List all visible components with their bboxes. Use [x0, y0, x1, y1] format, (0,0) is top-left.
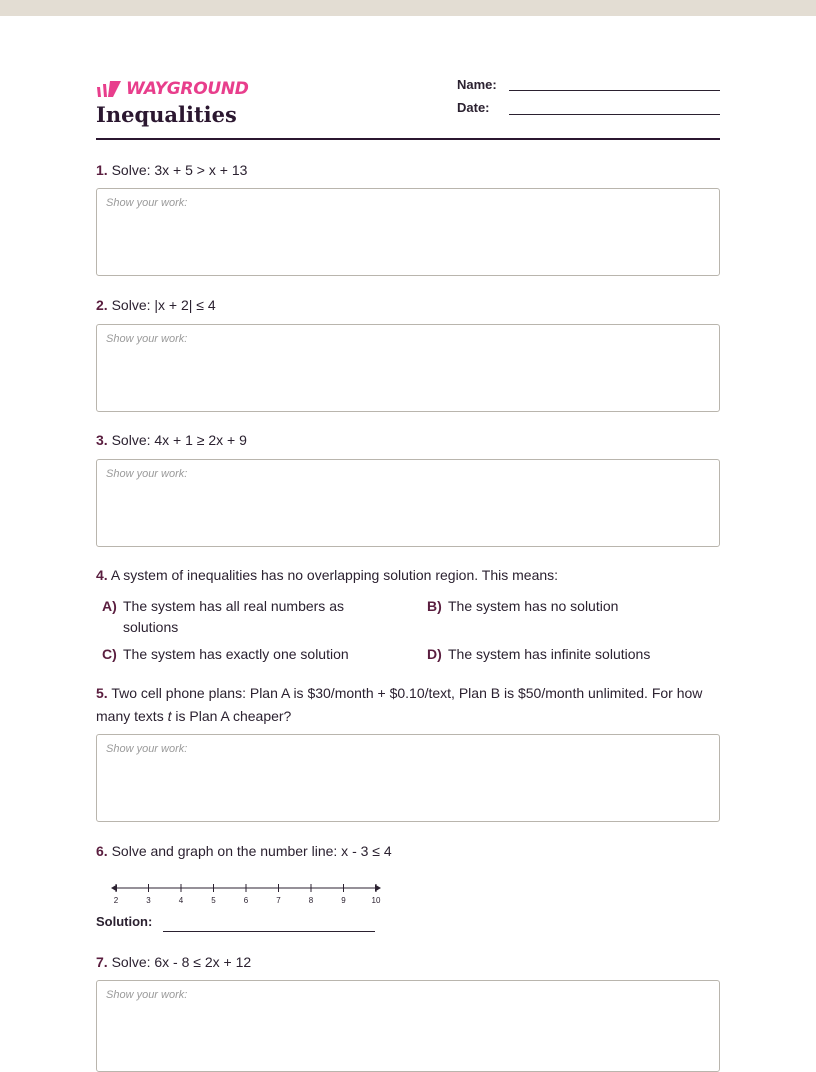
work-placeholder: Show your work:: [106, 333, 188, 345]
number-line-tick-label: 8: [308, 896, 314, 905]
question-7: [96, 951, 720, 974]
brand-logo-icon: [96, 79, 122, 99]
choice-text: The system has infinite solutions: [448, 646, 651, 662]
question-6: [96, 840, 720, 863]
choice-d[interactable]: [427, 644, 698, 665]
name-field[interactable]: [509, 90, 720, 91]
question-number: 5.: [96, 685, 108, 701]
number-line-tick-label: 6: [243, 896, 249, 905]
choice-letter: C): [102, 646, 117, 662]
work-box-1[interactable]: [96, 188, 720, 276]
question-number: 1.: [96, 162, 108, 178]
choice-c[interactable]: [102, 644, 373, 665]
question-text: Solve: |x + 2| ≤ 4: [111, 297, 216, 313]
question-text-start: Two cell phone plans: Plan A is $30/month + $0.10/text, Plan B is $50/month unlimited. For how many texts: [96, 685, 703, 724]
number-line-tick-label: 3: [146, 896, 151, 905]
brand-name: WAYGROUND: [126, 79, 249, 99]
top-strip: [0, 0, 816, 16]
question-text: Solve: 4x + 1 ≥ 2x + 9: [111, 432, 247, 448]
work-box-2[interactable]: [96, 324, 720, 412]
work-placeholder: Show your work:: [106, 197, 188, 209]
variable-t: t: [167, 708, 172, 724]
question-4: [96, 564, 720, 587]
question-text: Solve: 6x - 8 ≤ 2x + 12: [111, 954, 252, 970]
solution-label: Solution:: [96, 914, 153, 929]
work-placeholder: Show your work:: [106, 989, 188, 1001]
question-number: 2.: [96, 297, 108, 313]
choice-text: The system has all real numbers as solutions: [123, 598, 344, 635]
question-number: 3.: [96, 432, 108, 448]
question-3: [96, 429, 720, 452]
choice-text: The system has exactly one solution: [123, 646, 349, 662]
number-line-tick-label: 5: [211, 896, 216, 905]
number-line-tick-label: 2: [113, 896, 119, 905]
question-number: 7.: [96, 954, 108, 970]
choice-a[interactable]: [102, 596, 373, 638]
brand-logo: [96, 78, 249, 100]
work-placeholder: Show your work:: [106, 743, 188, 755]
work-placeholder: Show your work:: [106, 468, 188, 480]
choice-letter: B): [427, 598, 442, 614]
header-divider: [96, 138, 720, 140]
choice-b[interactable]: [427, 596, 698, 617]
date-label: Date:: [457, 100, 490, 115]
work-box-3[interactable]: [96, 459, 720, 547]
choice-letter: D): [427, 646, 442, 662]
work-box-7[interactable]: [96, 980, 720, 1072]
choice-text: The system has no solution: [448, 598, 619, 614]
name-label: Name:: [457, 77, 497, 92]
question-5: [96, 682, 720, 728]
number-line[interactable]: [106, 878, 390, 908]
question-2: [96, 294, 720, 317]
date-field[interactable]: [509, 114, 720, 115]
question-text: A system of inequalities has no overlapping solution region. This means:: [110, 567, 559, 583]
question-text: Solve: 3x + 5 > x + 13: [111, 162, 248, 178]
number-line-tick-label: 4: [178, 896, 184, 905]
question-1: [96, 159, 720, 182]
number-line-tick-label: 10: [371, 896, 381, 905]
number-line-tick-label: 9: [341, 896, 346, 905]
number-line-tick-label: 7: [276, 896, 281, 905]
solution-field[interactable]: [163, 931, 375, 932]
question-number: 4.: [96, 567, 108, 583]
question-text-end: is Plan A cheaper?: [171, 708, 292, 724]
work-box-5[interactable]: [96, 734, 720, 822]
question-number: 6.: [96, 843, 108, 859]
choice-letter: A): [102, 598, 117, 614]
worksheet-title: Inequalities: [96, 102, 237, 127]
question-text: Solve and graph on the number line: x - 3 ≤ 4: [111, 843, 392, 859]
